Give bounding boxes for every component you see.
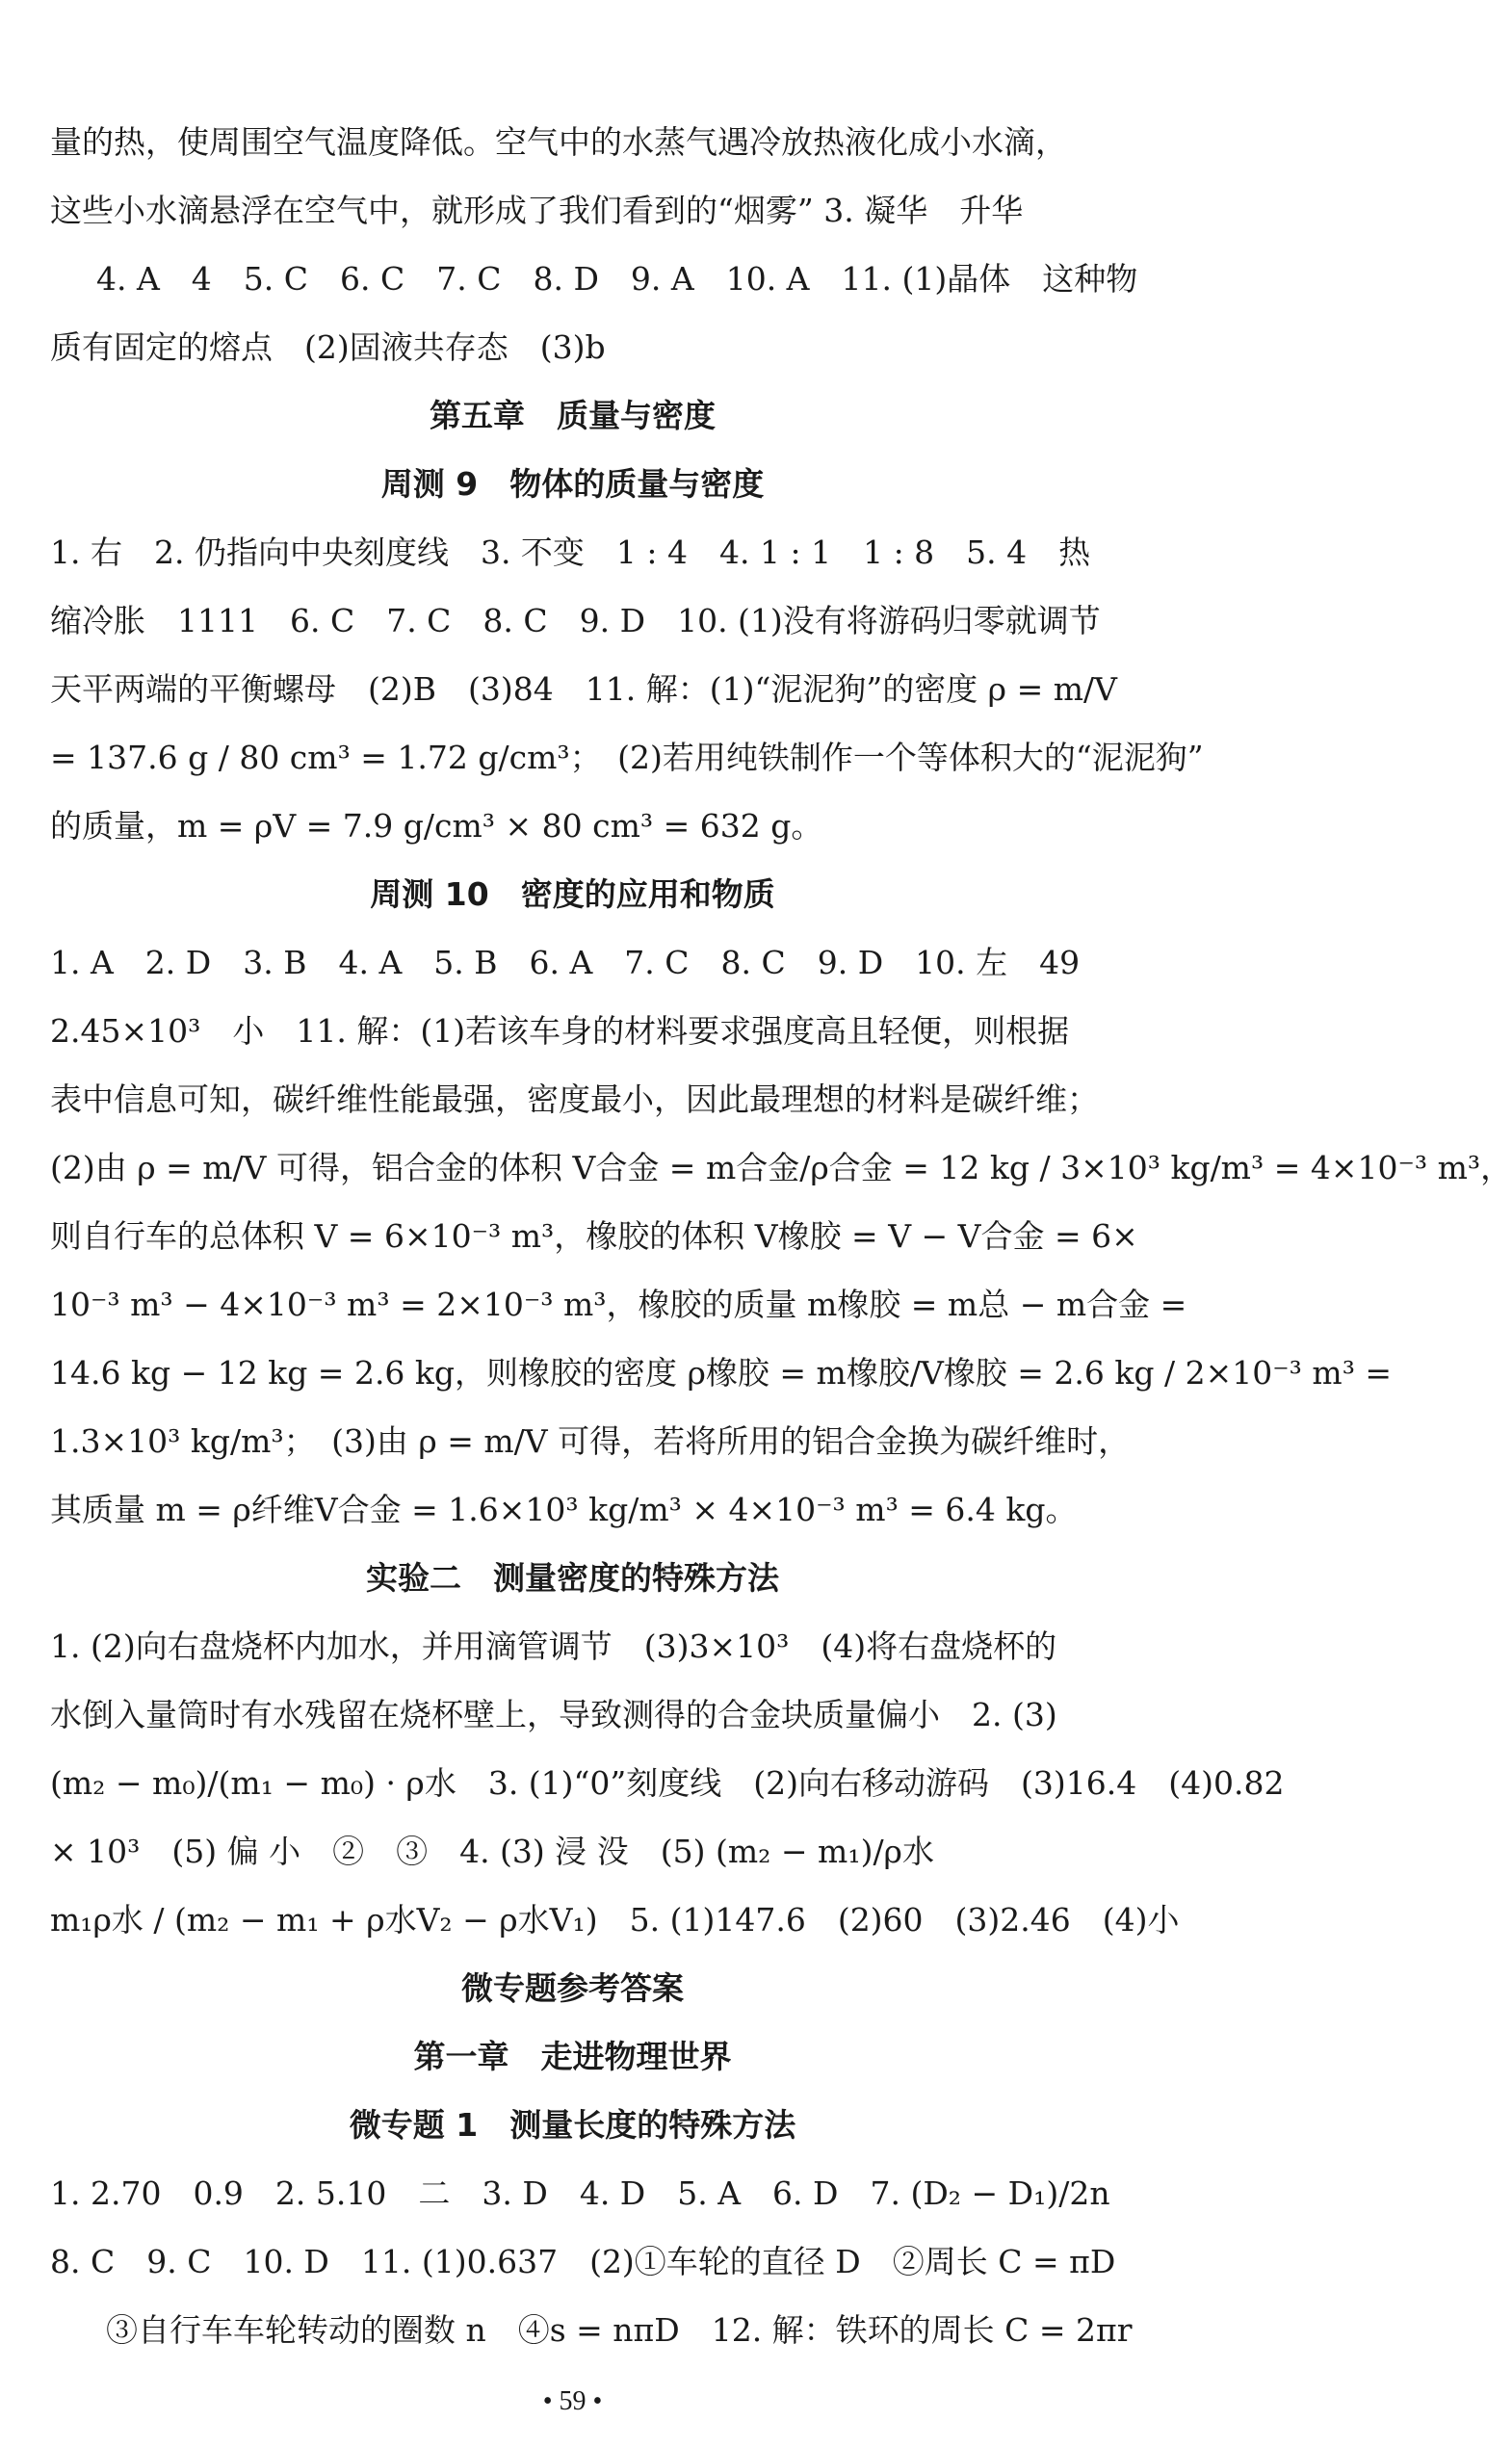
text-line: 1. 2.70 0.9 2. 5.10 二 3. D 4. D 5. A 6. D 7. (D₂ − D₁)/2n — [50, 2174, 1110, 2212]
text-line: 这些小水滴悬浮在空气中，就形成了我们看到的“烟雾” 3. 凝华 升华 — [50, 192, 1024, 229]
text-line: 14.6 kg − 12 kg = 2.6 kg，则橡胶的密度 ρ橡胶 = m橡胶/V橡胶 = 2.6 kg / 2×10⁻³ m³ = — [50, 1354, 1393, 1392]
text-line: 2.45×10³ 小 11. 解：(1)若该车身的材料要求强度高且轻便，则根据 — [50, 1012, 1070, 1050]
text-line: 8. C 9. C 10. D 11. (1)0.637 (2)①车轮的直径 D ②周长 C = πD — [50, 2243, 1116, 2280]
text-line: 1.3×10³ kg/m³； (3)由 ρ = m/V 可得，若将所用的铝合金换为碳纤维时， — [50, 1422, 1131, 1460]
text-line: 质有固定的熔点 (2)固液共存态 (3)b — [50, 328, 606, 366]
section-heading: 微专题参考答案 — [461, 1969, 684, 2007]
chapter-heading: 第一章 走进物理世界 — [413, 2038, 732, 2075]
text-line: × 10³ (5) 偏 小 ② ③ 4. (3) 浸 没 (5) (m₂ − m₁)/ρ水 — [50, 1833, 934, 1870]
text-line: (m₂ − m₀)/(m₁ − m₀) · ρ水 3. (1)“0”刻度线 (2)向右移动游码 (3)16.4 (4)0.82 — [50, 1764, 1285, 1802]
text-line: 4. A 4 5. C 6. C 7. C 8. D 9. A 10. A 11. (1)晶体 这种物 — [96, 260, 1138, 298]
text-line: 缩冷胀 1111 6. C 7. C 8. C 9. D 10. (1)没有将游码归零就调节 — [50, 602, 1101, 639]
page-number: • 59 • — [542, 2386, 603, 2416]
text-line: 量的热，使周围空气温度降低。空气中的水蒸气遇冷放热液化成小水滴， — [50, 123, 1067, 161]
text-line: 其质量 m = ρ纤维V合金 = 1.6×10³ kg/m³ × 4×10⁻³ m³ = 6.4 kg。 — [50, 1491, 1078, 1528]
text-line: = 137.6 g / 80 cm³ = 1.72 g/cm³； (2)若用纯铁制作一个等体积大的“泥泥狗” — [50, 739, 1204, 776]
text-line: 则自行车的总体积 V = 6×10⁻³ m³，橡胶的体积 V橡胶 = V − V合金 = 6× — [50, 1217, 1138, 1255]
section-heading: 周测 10 密度的应用和物质 — [370, 875, 775, 913]
text-line: 1. A 2. D 3. B 4. A 5. B 6. A 7. C 8. C 9. D 10. 左 49 — [50, 944, 1081, 981]
section-heading: 周测 9 物体的质量与密度 — [380, 465, 765, 503]
text-line: 水倒入量筒时有水残留在烧杯壁上，导致测得的合金块质量偏小 2. (3) — [50, 1696, 1057, 1733]
chapter-heading: 第五章 质量与密度 — [430, 397, 716, 434]
text-line: 表中信息可知，碳纤维性能最强，密度最小，因此最理想的材料是碳纤维； — [50, 1080, 1099, 1118]
text-line: 1. (2)向右盘烧杯内加水，并用滴管调节 (3)3×10³ (4)将右盘烧杯的 — [50, 1627, 1057, 1665]
section-heading: 实验二 测量密度的特殊方法 — [366, 1559, 779, 1597]
text-line: 天平两端的平衡螺母 (2)B (3)84 11. 解：(1)“泥泥狗”的密度 ρ = m/V — [50, 670, 1117, 708]
text-line: 10⁻³ m³ − 4×10⁻³ m³ = 2×10⁻³ m³，橡胶的质量 m橡胶 = m总 − m合金 = — [50, 1286, 1187, 1323]
section-heading: 微专题 1 测量长度的特殊方法 — [349, 2106, 796, 2144]
text-line: ③自行车车轮转动的圈数 n ④s = nπD 12. 解：铁环的周长 C = 2πr — [106, 2311, 1133, 2349]
text-line: m₁ρ水 / (m₂ − m₁ + ρ水V₂ − ρ水V₁) 5. (1)147.6 (2)60 (3)2.46 (4)小 — [50, 1901, 1180, 1939]
text-line: 1. 右 2. 仍指向中央刻度线 3. 不变 1 : 4 4. 1 : 1 1 : 8 5. 4 热 — [50, 534, 1091, 571]
text-line: (2)由 ρ = m/V 可得，铝合金的体积 V合金 = m合金/ρ合金 = 12 kg / 3×10³ kg/m³ = 4×10⁻³ m³， — [50, 1149, 1512, 1186]
text-line: 的质量，m = ρV = 7.9 g/cm³ × 80 cm³ = 632 g。 — [50, 807, 823, 845]
